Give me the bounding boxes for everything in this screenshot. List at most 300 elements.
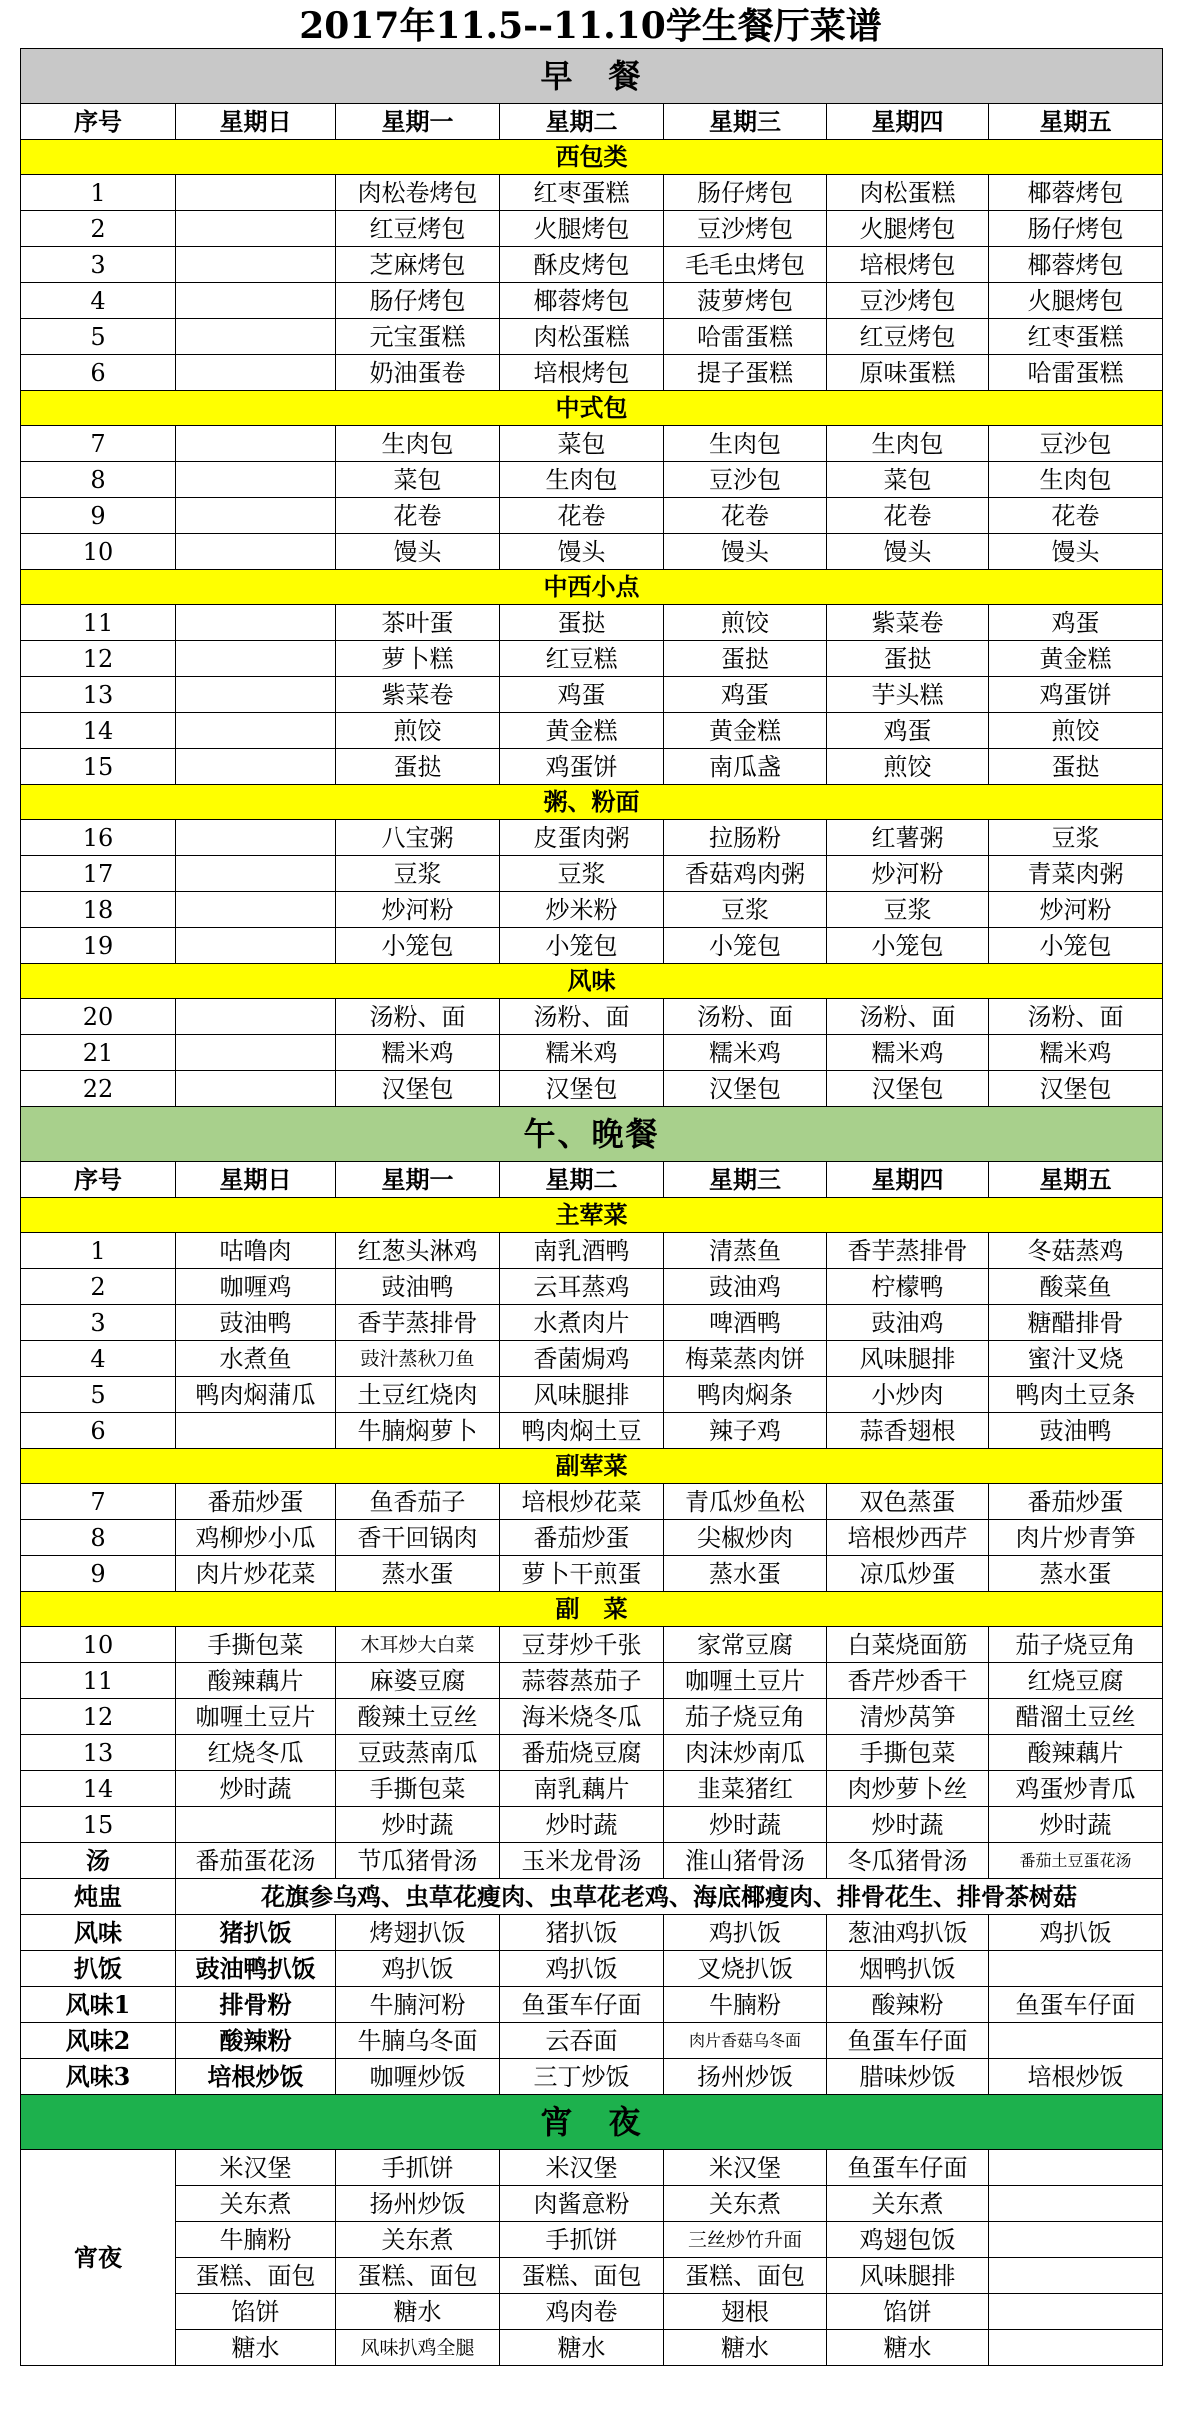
dish-cell: 啤酒鸭 xyxy=(664,1305,827,1341)
dish-cell: 酸辣粉 xyxy=(176,2023,336,2059)
dish-cell: 糖水 xyxy=(336,2294,500,2330)
stew-label: 炖盅 xyxy=(21,1879,176,1915)
dish-cell: 豉油鸭 xyxy=(176,1305,336,1341)
menu-row xyxy=(21,247,1163,283)
menu-row xyxy=(21,1233,1163,1269)
row-number: 11 xyxy=(21,1663,176,1699)
dish-cell: 鸡蛋炒青瓜 xyxy=(989,1771,1163,1807)
row-number: 10 xyxy=(21,534,176,570)
dish-cell: 猪扒饭 xyxy=(500,1915,664,1951)
dish-cell: 汤粉、面 xyxy=(336,999,500,1035)
row-number: 2 xyxy=(21,1269,176,1305)
dish-cell: 培根炒西芹 xyxy=(827,1520,989,1556)
row-number: 20 xyxy=(21,999,176,1035)
dish-cell: 汤粉、面 xyxy=(500,999,664,1035)
dish-cell: 香菌焗鸡 xyxy=(500,1341,664,1377)
dish-cell: 奶油蛋卷 xyxy=(336,355,500,391)
dish-cell: 鸡翅包饭 xyxy=(827,2222,989,2258)
dish-cell: 鱼蛋车仔面 xyxy=(827,2150,989,2186)
menu-row xyxy=(21,1484,1163,1520)
dish-cell: 鱼香茄子 xyxy=(336,1484,500,1520)
night-row xyxy=(21,2186,1163,2222)
dish-cell: 炒时蔬 xyxy=(336,1807,500,1843)
row-number: 13 xyxy=(21,677,176,713)
menu-row xyxy=(21,1377,1163,1413)
dish-cell: 关东煮 xyxy=(336,2222,500,2258)
dish-cell: 韭菜猪红 xyxy=(664,1771,827,1807)
menu-row xyxy=(21,713,1163,749)
column-header: 星期四 xyxy=(827,104,989,140)
menu-row xyxy=(21,211,1163,247)
menu-row xyxy=(21,1305,1163,1341)
dish-cell xyxy=(176,1071,336,1107)
menu-row xyxy=(21,462,1163,498)
dish-cell xyxy=(176,605,336,641)
soup-row xyxy=(21,1843,1163,1879)
dish-cell: 馒头 xyxy=(500,534,664,570)
dish-cell: 水煮鱼 xyxy=(176,1341,336,1377)
dish-cell: 咖喱鸡 xyxy=(176,1269,336,1305)
row-number: 2 xyxy=(21,211,176,247)
dish-cell: 萝卜干煎蛋 xyxy=(500,1556,664,1592)
dish-cell: 馅饼 xyxy=(176,2294,336,2330)
night-row xyxy=(21,2330,1163,2366)
category-row xyxy=(21,1449,1163,1484)
menu-row xyxy=(21,1627,1163,1663)
dish-cell: 紫菜卷 xyxy=(827,605,989,641)
dish-cell: 酥皮烤包 xyxy=(500,247,664,283)
dish-cell: 糯米鸡 xyxy=(989,1035,1163,1071)
flavor-row xyxy=(21,1987,1163,2023)
dish-cell: 云吞面 xyxy=(500,2023,664,2059)
dish-cell: 毛毛虫烤包 xyxy=(664,247,827,283)
column-header: 星期二 xyxy=(500,104,664,140)
menu-row xyxy=(21,1071,1163,1107)
dish-cell: 炒河粉 xyxy=(989,892,1163,928)
dish-cell: 蛋糕、面包 xyxy=(176,2258,336,2294)
dish-cell: 豉汁蒸秋刀鱼 xyxy=(336,1341,500,1377)
dish-cell xyxy=(176,462,336,498)
dish-cell xyxy=(176,820,336,856)
row-number: 1 xyxy=(21,175,176,211)
dish-cell: 蛋糕、面包 xyxy=(500,2258,664,2294)
dish-cell: 鸭肉焖条 xyxy=(664,1377,827,1413)
dish-cell: 鸡柳炒小瓜 xyxy=(176,1520,336,1556)
row-number: 3 xyxy=(21,1305,176,1341)
dish-cell: 炒时蔬 xyxy=(664,1807,827,1843)
dish-cell: 汉堡包 xyxy=(664,1071,827,1107)
dish-cell: 番茄炒蛋 xyxy=(176,1484,336,1520)
dish-cell: 花卷 xyxy=(500,498,664,534)
dish-cell: 蛋挞 xyxy=(336,749,500,785)
flavor-label: 风味3 xyxy=(21,2059,176,2095)
row-number: 9 xyxy=(21,498,176,534)
dish-cell: 扬州炒饭 xyxy=(336,2186,500,2222)
dish-cell: 手撕包菜 xyxy=(336,1771,500,1807)
dish-cell: 茄子烧豆角 xyxy=(989,1627,1163,1663)
column-header: 星期日 xyxy=(176,104,336,140)
dish-cell: 煎饺 xyxy=(989,713,1163,749)
section-title-lunch: 午、晚餐 xyxy=(21,1107,1163,1162)
menu-title: 2017年11.5--11.10学生餐厅菜谱 xyxy=(299,5,882,47)
dish-cell: 培根烤包 xyxy=(500,355,664,391)
dish-cell xyxy=(176,175,336,211)
dish-cell: 肉片香菇乌冬面 xyxy=(664,2023,827,2059)
dish-cell xyxy=(176,426,336,462)
dish-cell: 咖喱土豆片 xyxy=(176,1699,336,1735)
row-number: 16 xyxy=(21,820,176,856)
flavor-row xyxy=(21,2023,1163,2059)
flavor-rice-row xyxy=(21,1915,1163,1951)
dish-cell: 汤粉、面 xyxy=(827,999,989,1035)
menu-row xyxy=(21,1699,1163,1735)
dish-cell: 手撕包菜 xyxy=(827,1735,989,1771)
dish-cell: 生肉包 xyxy=(989,462,1163,498)
dish-cell: 香干回锅肉 xyxy=(336,1520,500,1556)
dish-cell: 蛋糕、面包 xyxy=(664,2258,827,2294)
row-number: 7 xyxy=(21,1484,176,1520)
dish-cell: 海米烧冬瓜 xyxy=(500,1699,664,1735)
menu-row xyxy=(21,1807,1163,1843)
dish-cell: 肉松蛋糕 xyxy=(827,175,989,211)
column-header: 星期一 xyxy=(336,1162,500,1198)
dish-cell: 咖喱炒饭 xyxy=(336,2059,500,2095)
soup-cell: 节瓜猪骨汤 xyxy=(336,1843,500,1879)
dish-cell: 花卷 xyxy=(336,498,500,534)
dish-cell: 番茄烧豆腐 xyxy=(500,1735,664,1771)
row-number: 15 xyxy=(21,749,176,785)
dish-cell: 风味腿排 xyxy=(500,1377,664,1413)
dish-cell: 糯米鸡 xyxy=(827,1035,989,1071)
dish-cell: 肉片炒花菜 xyxy=(176,1556,336,1592)
dish-cell: 糖水 xyxy=(664,2330,827,2366)
category-title: 主荤菜 xyxy=(21,1198,1163,1233)
dish-cell: 鸭肉焖土豆 xyxy=(500,1413,664,1449)
row-number: 3 xyxy=(21,247,176,283)
dish-cell: 茶叶蛋 xyxy=(336,605,500,641)
dish-cell: 清炒莴笋 xyxy=(827,1699,989,1735)
category-row xyxy=(21,1592,1163,1627)
dish-cell: 牛腩河粉 xyxy=(336,1987,500,2023)
category-row xyxy=(21,785,1163,820)
dish-cell: 火腿烤包 xyxy=(500,211,664,247)
dish-cell: 豉油鸡 xyxy=(827,1305,989,1341)
dish-cell: 生肉包 xyxy=(500,462,664,498)
column-header: 星期日 xyxy=(176,1162,336,1198)
dish-cell xyxy=(176,534,336,570)
flavor-rice-row xyxy=(21,1951,1163,1987)
menu-row xyxy=(21,749,1163,785)
dish-cell: 馅饼 xyxy=(827,2294,989,2330)
dish-cell: 麻婆豆腐 xyxy=(336,1663,500,1699)
row-number: 18 xyxy=(21,892,176,928)
dish-cell: 小笼包 xyxy=(336,928,500,964)
dish-cell: 炒河粉 xyxy=(336,892,500,928)
menu-row xyxy=(21,355,1163,391)
menu-row xyxy=(21,1520,1163,1556)
menu-table xyxy=(20,48,1163,2366)
dish-cell: 腊味炒饭 xyxy=(827,2059,989,2095)
dish-cell: 炒时蔬 xyxy=(827,1807,989,1843)
night-row xyxy=(21,2294,1163,2330)
dish-cell: 梅菜蒸肉饼 xyxy=(664,1341,827,1377)
dish-cell: 鸭肉焖蒲瓜 xyxy=(176,1377,336,1413)
row-number: 17 xyxy=(21,856,176,892)
dish-cell xyxy=(989,2294,1163,2330)
dish-cell: 蛋糕、面包 xyxy=(336,2258,500,2294)
menu-row xyxy=(21,283,1163,319)
dish-cell: 鸡蛋饼 xyxy=(989,677,1163,713)
dish-cell: 椰蓉烤包 xyxy=(500,283,664,319)
dish-cell: 云耳蒸鸡 xyxy=(500,1269,664,1305)
row-number: 1 xyxy=(21,1233,176,1269)
dish-cell: 茄子烧豆角 xyxy=(664,1699,827,1735)
stew-row xyxy=(21,1879,1163,1915)
dish-cell: 酸辣土豆丝 xyxy=(336,1699,500,1735)
dish-cell: 汤粉、面 xyxy=(664,999,827,1035)
dish-cell: 豆浆 xyxy=(827,892,989,928)
dish-cell: 鸡扒饭 xyxy=(989,1915,1163,1951)
dish-cell: 菜包 xyxy=(500,426,664,462)
dish-cell: 香芋蒸排骨 xyxy=(827,1233,989,1269)
dish-cell: 馒头 xyxy=(336,534,500,570)
dish-cell: 蛋挞 xyxy=(827,641,989,677)
dish-cell: 咖喱土豆片 xyxy=(664,1663,827,1699)
dish-cell: 风味腿排 xyxy=(827,2258,989,2294)
dish-cell xyxy=(176,892,336,928)
dish-cell: 糯米鸡 xyxy=(664,1035,827,1071)
menu-row xyxy=(21,928,1163,964)
menu-body xyxy=(21,49,1163,2366)
dish-cell: 蜜汁叉烧 xyxy=(989,1341,1163,1377)
dish-cell: 豉油鸭扒饭 xyxy=(176,1951,336,1987)
dish-cell: 三丁炒饭 xyxy=(500,2059,664,2095)
dish-cell: 牛腩乌冬面 xyxy=(336,2023,500,2059)
dish-cell: 红枣蛋糕 xyxy=(500,175,664,211)
dish-cell: 蛋挞 xyxy=(664,641,827,677)
menu-row xyxy=(21,1556,1163,1592)
row-number: 12 xyxy=(21,641,176,677)
section-night xyxy=(21,2095,1163,2150)
dish-cell: 汉堡包 xyxy=(989,1071,1163,1107)
dish-cell: 炒时蔬 xyxy=(989,1807,1163,1843)
dish-cell xyxy=(176,1413,336,1449)
dish-cell: 家常豆腐 xyxy=(664,1627,827,1663)
menu-row xyxy=(21,999,1163,1035)
dish-cell: 花卷 xyxy=(989,498,1163,534)
dish-cell: 花卷 xyxy=(827,498,989,534)
night-label: 宵夜 xyxy=(21,2150,176,2366)
dish-cell: 豆沙包 xyxy=(989,426,1163,462)
category-title: 副 菜 xyxy=(21,1592,1163,1627)
dish-cell: 肠仔烤包 xyxy=(336,283,500,319)
dish-cell: 糖水 xyxy=(500,2330,664,2366)
column-header: 星期五 xyxy=(989,1162,1163,1198)
menu-row xyxy=(21,1663,1163,1699)
dish-cell: 馒头 xyxy=(664,534,827,570)
column-header: 星期二 xyxy=(500,1162,664,1198)
dish-cell: 小笼包 xyxy=(989,928,1163,964)
soup-cell: 玉米龙骨汤 xyxy=(500,1843,664,1879)
dish-cell: 生肉包 xyxy=(827,426,989,462)
dish-cell xyxy=(176,677,336,713)
flavor-label: 风味2 xyxy=(21,2023,176,2059)
dish-cell: 红豆糕 xyxy=(500,641,664,677)
dish-cell: 煎饺 xyxy=(827,749,989,785)
dish-cell: 菠萝烤包 xyxy=(664,283,827,319)
stew-cell: 花旗参乌鸡、虫草花瘦肉、虫草花老鸡、海底椰瘦肉、排骨花生、排骨茶树菇 xyxy=(176,1879,1163,1915)
dish-cell: 酸辣粉 xyxy=(827,1987,989,2023)
dish-cell: 黄金糕 xyxy=(664,713,827,749)
dish-cell: 蒜香翅根 xyxy=(827,1413,989,1449)
dish-cell: 木耳炒大白菜 xyxy=(336,1627,500,1663)
dish-cell: 牛腩粉 xyxy=(176,2222,336,2258)
menu-row xyxy=(21,605,1163,641)
dish-cell: 豆浆 xyxy=(336,856,500,892)
row-number: 7 xyxy=(21,426,176,462)
menu-row xyxy=(21,1269,1163,1305)
dish-cell xyxy=(176,319,336,355)
dish-cell: 菜包 xyxy=(336,462,500,498)
dish-cell: 肉松蛋糕 xyxy=(500,319,664,355)
dish-cell: 水煮肉片 xyxy=(500,1305,664,1341)
dish-cell: 炒时蔬 xyxy=(500,1807,664,1843)
dish-cell: 萝卜糕 xyxy=(336,641,500,677)
category-title: 风味 xyxy=(21,964,1163,999)
row-number: 19 xyxy=(21,928,176,964)
dish-cell: 红豆烤包 xyxy=(827,319,989,355)
dish-cell xyxy=(176,1807,336,1843)
dish-cell: 手抓饼 xyxy=(336,2150,500,2186)
dish-cell: 牛腩焖萝卜 xyxy=(336,1413,500,1449)
category-row xyxy=(21,1198,1163,1233)
dish-cell: 香菇鸡肉粥 xyxy=(664,856,827,892)
category-title: 西包类 xyxy=(21,140,1163,175)
dish-cell: 白菜烧面筋 xyxy=(827,1627,989,1663)
soup-cell: 番茄土豆蛋花汤 xyxy=(989,1843,1163,1879)
dish-cell: 糖水 xyxy=(827,2330,989,2366)
row-number: 6 xyxy=(21,1413,176,1449)
dish-cell: 米汉堡 xyxy=(176,2150,336,2186)
flavor-row xyxy=(21,2059,1163,2095)
dish-cell: 蒸水蛋 xyxy=(664,1556,827,1592)
soup-cell: 冬瓜猪骨汤 xyxy=(827,1843,989,1879)
dish-cell xyxy=(989,2258,1163,2294)
dish-cell xyxy=(989,2186,1163,2222)
row-number: 5 xyxy=(21,319,176,355)
dish-cell: 香芹炒香干 xyxy=(827,1663,989,1699)
dish-cell: 鱼蛋车仔面 xyxy=(500,1987,664,2023)
dish-cell: 烤翅扒饭 xyxy=(336,1915,500,1951)
dish-cell xyxy=(176,999,336,1035)
dish-cell: 紫菜卷 xyxy=(336,677,500,713)
dish-cell: 柠檬鸭 xyxy=(827,1269,989,1305)
dish-cell: 豆豉蒸南瓜 xyxy=(336,1735,500,1771)
dish-cell: 南瓜盏 xyxy=(664,749,827,785)
column-header: 星期五 xyxy=(989,104,1163,140)
row-number: 21 xyxy=(21,1035,176,1071)
dish-cell: 豆沙烤包 xyxy=(664,211,827,247)
dish-cell: 蒸水蛋 xyxy=(989,1556,1163,1592)
dish-cell: 红烧冬瓜 xyxy=(176,1735,336,1771)
dish-cell: 红烧豆腐 xyxy=(989,1663,1163,1699)
dish-cell: 肠仔烤包 xyxy=(664,175,827,211)
dish-cell: 蛋挞 xyxy=(989,749,1163,785)
row-number: 5 xyxy=(21,1377,176,1413)
row-number: 13 xyxy=(21,1735,176,1771)
dish-cell: 元宝蛋糕 xyxy=(336,319,500,355)
dish-cell: 凉瓜炒蛋 xyxy=(827,1556,989,1592)
row-number: 4 xyxy=(21,1341,176,1377)
dish-cell: 馒头 xyxy=(827,534,989,570)
dish-cell: 花卷 xyxy=(664,498,827,534)
dish-cell: 鸡蛋 xyxy=(500,677,664,713)
dish-cell: 冬菇蒸鸡 xyxy=(989,1233,1163,1269)
dish-cell: 叉烧扒饭 xyxy=(664,1951,827,1987)
category-row xyxy=(21,964,1163,999)
column-header: 序号 xyxy=(21,104,176,140)
dish-cell xyxy=(176,498,336,534)
dish-cell: 糖水 xyxy=(176,2330,336,2366)
menu-row xyxy=(21,677,1163,713)
dish-cell: 酸辣藕片 xyxy=(989,1735,1163,1771)
dish-cell xyxy=(989,2222,1163,2258)
dish-cell: 蒜蓉蒸茄子 xyxy=(500,1663,664,1699)
dish-cell: 蒸水蛋 xyxy=(336,1556,500,1592)
dish-cell: 豆芽炒千张 xyxy=(500,1627,664,1663)
dish-cell: 椰蓉烤包 xyxy=(989,175,1163,211)
dish-cell: 豉油鸭 xyxy=(989,1413,1163,1449)
dish-cell: 豆浆 xyxy=(500,856,664,892)
dish-cell: 土豆红烧肉 xyxy=(336,1377,500,1413)
dish-cell: 原味蛋糕 xyxy=(827,355,989,391)
dish-cell: 肉松卷烤包 xyxy=(336,175,500,211)
row-number: 15 xyxy=(21,1807,176,1843)
dish-cell: 豉油鸡 xyxy=(664,1269,827,1305)
dish-cell: 皮蛋肉粥 xyxy=(500,820,664,856)
dish-cell: 八宝粥 xyxy=(336,820,500,856)
dish-cell xyxy=(176,749,336,785)
dish-cell xyxy=(176,856,336,892)
dish-cell: 炒米粉 xyxy=(500,892,664,928)
dish-cell: 鸭肉土豆条 xyxy=(989,1377,1163,1413)
dish-cell: 肉沫炒南瓜 xyxy=(664,1735,827,1771)
dish-cell: 豉油鸭 xyxy=(336,1269,500,1305)
dish-cell: 汉堡包 xyxy=(336,1071,500,1107)
dish-cell: 鸡肉卷 xyxy=(500,2294,664,2330)
dish-cell: 醋溜土豆丝 xyxy=(989,1699,1163,1735)
dish-cell: 风味腿排 xyxy=(827,1341,989,1377)
dish-cell: 糯米鸡 xyxy=(500,1035,664,1071)
dish-cell xyxy=(989,1951,1163,1987)
row-number: 9 xyxy=(21,1556,176,1592)
header-row-breakfast xyxy=(21,104,1163,140)
column-header: 序号 xyxy=(21,1162,176,1198)
category-title: 粥、粉面 xyxy=(21,785,1163,820)
dish-cell: 培根炒花菜 xyxy=(500,1484,664,1520)
category-title: 副荤菜 xyxy=(21,1449,1163,1484)
menu-row xyxy=(21,498,1163,534)
menu-row xyxy=(21,856,1163,892)
dish-cell: 火腿烤包 xyxy=(827,211,989,247)
dish-cell: 哈雷蛋糕 xyxy=(664,319,827,355)
flavor-rice-label: 风味 xyxy=(21,1915,176,1951)
dish-cell xyxy=(176,928,336,964)
menu-row xyxy=(21,1341,1163,1377)
menu-row xyxy=(21,175,1163,211)
dish-cell: 肠仔烤包 xyxy=(989,211,1163,247)
dish-cell: 椰蓉烤包 xyxy=(989,247,1163,283)
